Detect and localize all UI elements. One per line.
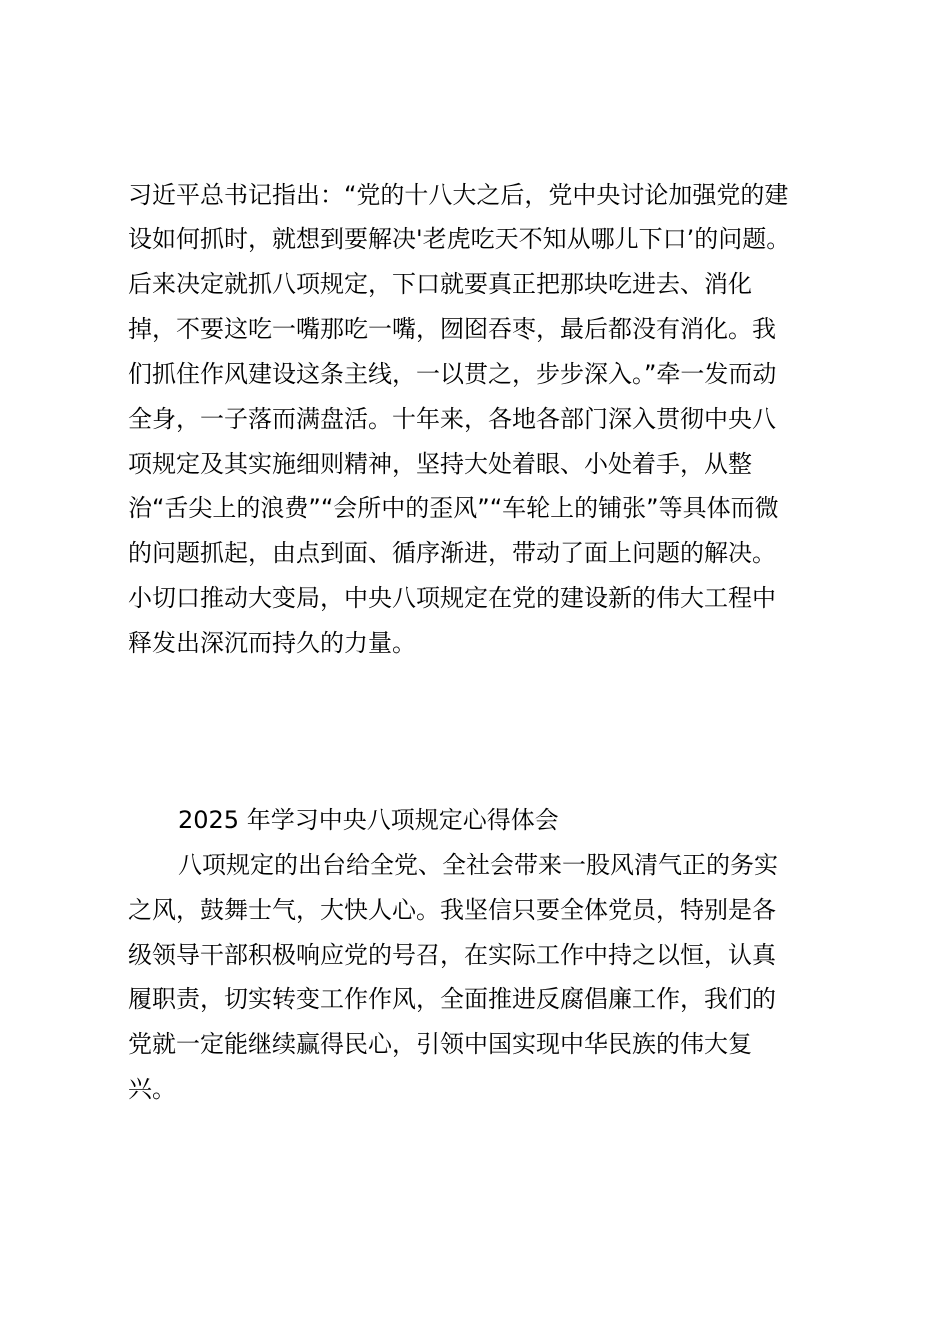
section-title: 2025 年学习中央八项规定心得体会 xyxy=(178,806,559,834)
paragraph1-line: 项规定及其实施细则精神，坚持大处着眼、小处着手，从整 xyxy=(128,450,752,478)
paragraph1-line: 释发出深沉而持久的力量。 xyxy=(128,629,416,657)
paragraph2-line: 之风，鼓舞士气，大快人心。我坚信只要全体党员，特别是各 xyxy=(128,896,776,924)
paragraph1-line: 设如何抓时，就想到要解决'老虎吃天不知从哪儿下口’的问题。 xyxy=(128,225,791,253)
paragraph1-line: 全身，一子落而满盘活。十年来，各地各部门深入贯彻中央八 xyxy=(128,405,776,433)
paragraph1-line: 习近平总书记指出：“党的十八大之后，党中央讨论加强党的建 xyxy=(128,181,789,209)
paragraph1-line: 小切口推动大变局，中央八项规定在党的建设新的伟大工程中 xyxy=(128,584,776,612)
paragraph2-line: 级领导干部积极响应党的号召，在实际工作中持之以恒，认真 xyxy=(128,941,776,969)
paragraph1-line: 治“舌尖上的浪费”“会所中的歪风”“车轮上的铺张”等具体而微 xyxy=(128,494,779,522)
paragraph2-line: 八项规定的出台给全党、全社会带来一股风清气正的务实 xyxy=(178,851,778,879)
paragraph2-line: 党就一定能继续赢得民心，引领中国实现中华民族的伟大复 xyxy=(128,1030,752,1058)
paragraph1-line: 的问题抓起，由点到面、循序渐进，带动了面上问题的解决。 xyxy=(128,539,776,567)
paragraph1-line: 们抓住作风建设这条主线，一以贯之，步步深入。”牵一发而动 xyxy=(128,360,777,388)
paragraph2-line: 履职责，切实转变工作作风，全面推进反腐倡廉工作，我们的 xyxy=(128,985,776,1013)
paragraph2-line: 兴。 xyxy=(128,1075,176,1103)
paragraph1-line: 后来决定就抓八项规定，下口就要真正把那块吃进去、消化 xyxy=(128,270,752,298)
paragraph1-line: 掉，不要这吃一嘴那吃一嘴，囫囵吞枣，最后都没有消化。我 xyxy=(128,315,776,343)
